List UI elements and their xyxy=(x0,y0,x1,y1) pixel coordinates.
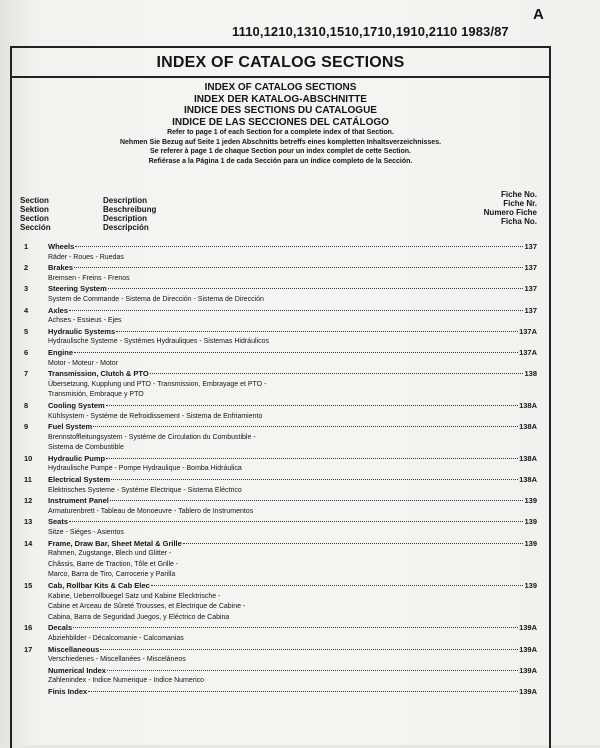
dot-leader xyxy=(116,331,518,332)
dot-leader xyxy=(150,373,524,374)
section-title: Decals xyxy=(48,623,73,633)
section-entry xyxy=(48,539,537,550)
index-entry-main-line xyxy=(12,306,549,317)
description-header-es: Descripción xyxy=(103,223,149,232)
fiche-number: 139 xyxy=(524,496,537,506)
index-entry-main-line xyxy=(12,369,549,380)
section-number: 12 xyxy=(24,496,33,506)
section-entry xyxy=(48,517,537,528)
section-translation: Armaturenbrett - Tableau de Monoeuvre - Tablero de Instrumentos xyxy=(48,507,254,515)
section-number: 11 xyxy=(24,475,32,485)
fiche-number: 138A xyxy=(519,453,537,463)
dot-leader xyxy=(106,405,518,406)
dot-leader xyxy=(100,649,518,650)
heading-es: INDICE DE LAS SECCIONES DEL CATÁLOGO xyxy=(172,116,389,128)
index-entry-main-line xyxy=(12,687,549,698)
section-entry xyxy=(48,306,537,317)
index-entry xyxy=(12,306,549,327)
section-translation: Kühlsystem - Systéme de Refroidissement - Sistema de Enfriamiento xyxy=(48,412,263,420)
section-title: Transmission, Clutch & PTO xyxy=(48,369,149,379)
section-translation: Châssis, Barre de Traction, Tôle et Grille - xyxy=(48,560,179,568)
index-entries xyxy=(12,242,549,698)
section-translation: Kabine, Ueberrollbuegel Satz und Kabine Elecktrische - xyxy=(48,592,221,600)
description-column-header xyxy=(103,196,156,232)
section-header-es: Sección xyxy=(20,223,51,232)
index-entry-main-line xyxy=(12,454,549,465)
index-entry xyxy=(12,687,549,698)
section-translation: Marco, Barra de Tiro, Carrocerie y Parilla xyxy=(48,571,176,579)
dot-leader xyxy=(69,521,523,522)
fiche-number: 139 xyxy=(524,581,537,590)
section-entry xyxy=(48,496,537,507)
index-entry xyxy=(12,623,549,644)
dot-leader xyxy=(93,426,518,427)
fiche-number: 139A xyxy=(519,644,537,654)
section-translation: System de Commande - Sistema de Dirección - Sistema de Dirección xyxy=(48,295,264,303)
dot-leader xyxy=(151,585,524,586)
section-number: 3 xyxy=(24,284,29,294)
index-entry xyxy=(12,422,549,454)
fiche-number: 139 xyxy=(524,538,537,548)
fiche-number: 137 xyxy=(524,305,537,315)
index-entry-main-line xyxy=(12,539,549,550)
index-entry xyxy=(12,517,549,538)
index-entry xyxy=(12,645,549,666)
section-translation: Sitze - Siéges - Asientos xyxy=(48,529,124,537)
heading-block xyxy=(12,82,549,166)
section-translation: Verschiedenes - Miscellanées - Misceláneos xyxy=(48,656,186,664)
index-entry xyxy=(12,369,549,401)
section-header-en: Section xyxy=(20,196,49,205)
dot-leader xyxy=(183,543,524,544)
section-title: Instrument Panel xyxy=(48,496,109,506)
index-entry xyxy=(12,401,549,422)
index-entry-main-line xyxy=(12,666,549,677)
section-translation: Motor - Moteur - Motor xyxy=(48,359,119,367)
fiche-header-de: Fiche Nr. xyxy=(503,199,537,208)
section-entry xyxy=(48,401,537,412)
section-entry xyxy=(48,581,537,592)
fiche-number: 139A xyxy=(519,623,537,633)
dot-leader xyxy=(108,288,524,289)
dot-leader xyxy=(74,352,518,353)
section-header-fr: Section xyxy=(20,214,49,223)
section-number: 5 xyxy=(24,326,29,336)
fiche-header-en: Fiche No. xyxy=(500,190,537,199)
section-number: 16 xyxy=(24,623,33,633)
heading-de: INDEX DER KATALOG-ABSCHNITTE xyxy=(194,93,367,105)
section-title: Brakes xyxy=(48,263,74,273)
section-title: Hydraulic Pump xyxy=(48,453,106,463)
index-entry xyxy=(12,284,549,305)
dot-leader xyxy=(75,246,523,247)
index-entry xyxy=(12,496,549,517)
section-title: Miscellaneous xyxy=(48,644,100,654)
section-entry xyxy=(48,666,537,677)
fiche-number: 138A xyxy=(519,400,537,410)
section-translation: Cabina, Barra de Seguridad Juegos, y Eléctrico de Cabina xyxy=(48,613,230,621)
section-number: 4 xyxy=(24,305,29,315)
note-fr: Se referer à page 1 de chaque Section pour un index complet de cette Section. xyxy=(149,148,412,156)
section-number: 13 xyxy=(24,517,33,527)
section-translation: Räder - Roues - Ruedas xyxy=(48,253,124,261)
model-numbers: 1110,1210,1310,1510,1710,1910,2110 1983/87 xyxy=(232,24,509,39)
section-translation: Hydraulische Pumpe - Pompe Hydraulique - Bomba Hidráulica xyxy=(48,465,242,473)
note-en: Refer to page 1 of each Section for a complete index of that Section. xyxy=(167,129,394,137)
description-header-de: Beschreibung xyxy=(103,205,157,214)
dot-leader xyxy=(88,691,518,692)
section-column-header xyxy=(20,196,51,232)
section-translation: Abziehbilder - Décalcomanie - Calcomanias xyxy=(48,634,184,642)
section-entry xyxy=(48,284,537,295)
section-title: Steering System xyxy=(48,284,107,294)
fiche-number: 137A xyxy=(519,326,537,336)
index-entry xyxy=(12,475,549,496)
section-title: Cooling System xyxy=(48,400,105,410)
index-entry-main-line xyxy=(12,422,549,433)
dot-leader xyxy=(74,267,523,268)
section-title: Seats xyxy=(48,517,69,527)
dot-leader xyxy=(107,670,518,671)
section-number: 10 xyxy=(24,453,33,463)
section-translation: Hydraulische Systeme - Systémes Hydrauliques - Sistemas Hidráulicos xyxy=(48,338,269,346)
section-title: Finis Index xyxy=(48,686,88,696)
section-translation: Bremsen - Freins - Frenos xyxy=(48,274,130,282)
fiche-number: 138 xyxy=(524,369,537,379)
section-entry xyxy=(48,687,537,698)
section-entry xyxy=(48,422,537,433)
section-title: Numerical Index xyxy=(48,665,106,675)
fiche-header-fr: Numero Fiche xyxy=(483,208,537,217)
section-title: Electrical System xyxy=(48,475,111,485)
index-entry-main-line xyxy=(12,327,549,338)
section-translation: Zahlenindex - Indice Numerique - Indice Numerico xyxy=(48,677,205,685)
section-number: 7 xyxy=(24,369,29,379)
section-number: 15 xyxy=(24,581,33,590)
index-entry xyxy=(12,581,549,623)
section-number: 8 xyxy=(24,400,29,410)
section-entry xyxy=(48,475,537,486)
section-entry xyxy=(48,348,537,359)
index-frame xyxy=(10,46,551,748)
fiche-number: 137 xyxy=(524,263,537,273)
section-number: 1 xyxy=(24,242,29,251)
fiche-column-header xyxy=(484,190,537,226)
index-entry-main-line xyxy=(12,284,549,295)
fiche-number: 137 xyxy=(524,242,537,251)
index-entry xyxy=(12,348,549,369)
section-number: 9 xyxy=(24,422,29,432)
dot-leader xyxy=(106,458,518,459)
section-title: Cab, Rollbar Kits & Cab Elec xyxy=(48,581,150,590)
title-band xyxy=(12,48,549,78)
index-entry-main-line xyxy=(12,348,549,359)
section-translation: Achses - Essieus - Ejes xyxy=(48,317,122,325)
section-title: Fuel System xyxy=(48,422,93,432)
index-entry-main-line xyxy=(12,263,549,274)
section-translation: Übersetzung, Kupplung und PTO - Transmission, Embrayage et PTO - xyxy=(48,380,267,388)
section-header-de: Sektion xyxy=(20,205,49,214)
heading-fr: INDICE DES SECTIONS DU CATALOGUE xyxy=(184,105,377,117)
fiche-number: 138A xyxy=(519,422,537,432)
section-translation: Cabine et Arceau de Sûreté Trousses, et Electrique de Cabine - xyxy=(48,603,246,611)
section-entry xyxy=(48,263,537,274)
fiche-number: 139 xyxy=(524,517,537,527)
index-entry-main-line xyxy=(12,645,549,656)
note-de: Nehmen Sie Bezug auf Seite 1 jeden Abschnitts betreffs eines kompletten Inhaltsverzeichnisses. xyxy=(119,138,442,146)
section-entry xyxy=(48,369,537,380)
index-entry-main-line xyxy=(12,401,549,412)
note-es: Refiérase a la Página 1 de cada Sección para un índice completo de la Sección. xyxy=(148,157,413,165)
fiche-number: 139A xyxy=(519,665,537,675)
fiche-number: 137 xyxy=(524,284,537,294)
index-entry xyxy=(12,539,549,581)
section-translation: Sistema de Combustible xyxy=(48,444,124,452)
heading-en: INDEX OF CATALOG SECTIONS xyxy=(204,82,357,93)
section-title: Hydraulic Systems xyxy=(48,326,116,336)
section-entry xyxy=(48,242,537,253)
section-entry xyxy=(48,623,537,634)
section-translation: Rahmen, Zugstange, Blech und Glitter - xyxy=(48,550,172,558)
fiche-number: 137A xyxy=(519,347,537,357)
index-entry xyxy=(12,454,549,475)
section-entry xyxy=(48,454,537,465)
dot-leader xyxy=(69,310,523,311)
page-letter: A xyxy=(533,6,544,23)
section-number: 6 xyxy=(24,347,29,357)
section-title: Wheels xyxy=(48,242,75,251)
index-entry xyxy=(12,327,549,348)
section-entry xyxy=(48,327,537,338)
dot-leader xyxy=(73,627,518,628)
index-entry-main-line xyxy=(12,242,549,253)
fiche-number: 139A xyxy=(519,686,537,696)
fiche-number: 138A xyxy=(519,475,537,485)
section-title: Engine xyxy=(48,347,74,357)
index-entry-main-line xyxy=(12,496,549,507)
description-header-fr: Description xyxy=(103,214,148,223)
section-title: Frame, Draw Bar, Sheet Metal & Grille xyxy=(48,538,182,548)
section-number: 17 xyxy=(24,644,33,654)
index-entry xyxy=(12,666,549,687)
index-entry-main-line xyxy=(12,517,549,528)
section-translation: Elektrisches Systeme - Systéme Electrique - Sistema Eléctrico xyxy=(48,486,242,494)
section-translation: Brennstoffleitungsystem - Systéme de Circulation du Combustible - xyxy=(48,433,256,441)
dot-leader xyxy=(111,479,518,480)
page-title: INDEX OF CATALOG SECTIONS xyxy=(156,54,405,71)
section-number: 2 xyxy=(24,263,29,273)
section-number: 14 xyxy=(24,538,33,548)
index-entry xyxy=(12,242,549,263)
dot-leader xyxy=(110,500,524,501)
index-entry-main-line xyxy=(12,475,549,486)
index-entry-main-line xyxy=(12,623,549,634)
fiche-header-es: Ficha No. xyxy=(500,217,537,226)
index-entry-main-line xyxy=(12,581,549,592)
description-header-en: Description xyxy=(103,196,148,205)
index-entry xyxy=(12,263,549,284)
section-title: Axles xyxy=(48,305,69,315)
section-entry xyxy=(48,645,537,656)
section-translation: Transmisión, Embraque y PTO xyxy=(48,391,144,399)
